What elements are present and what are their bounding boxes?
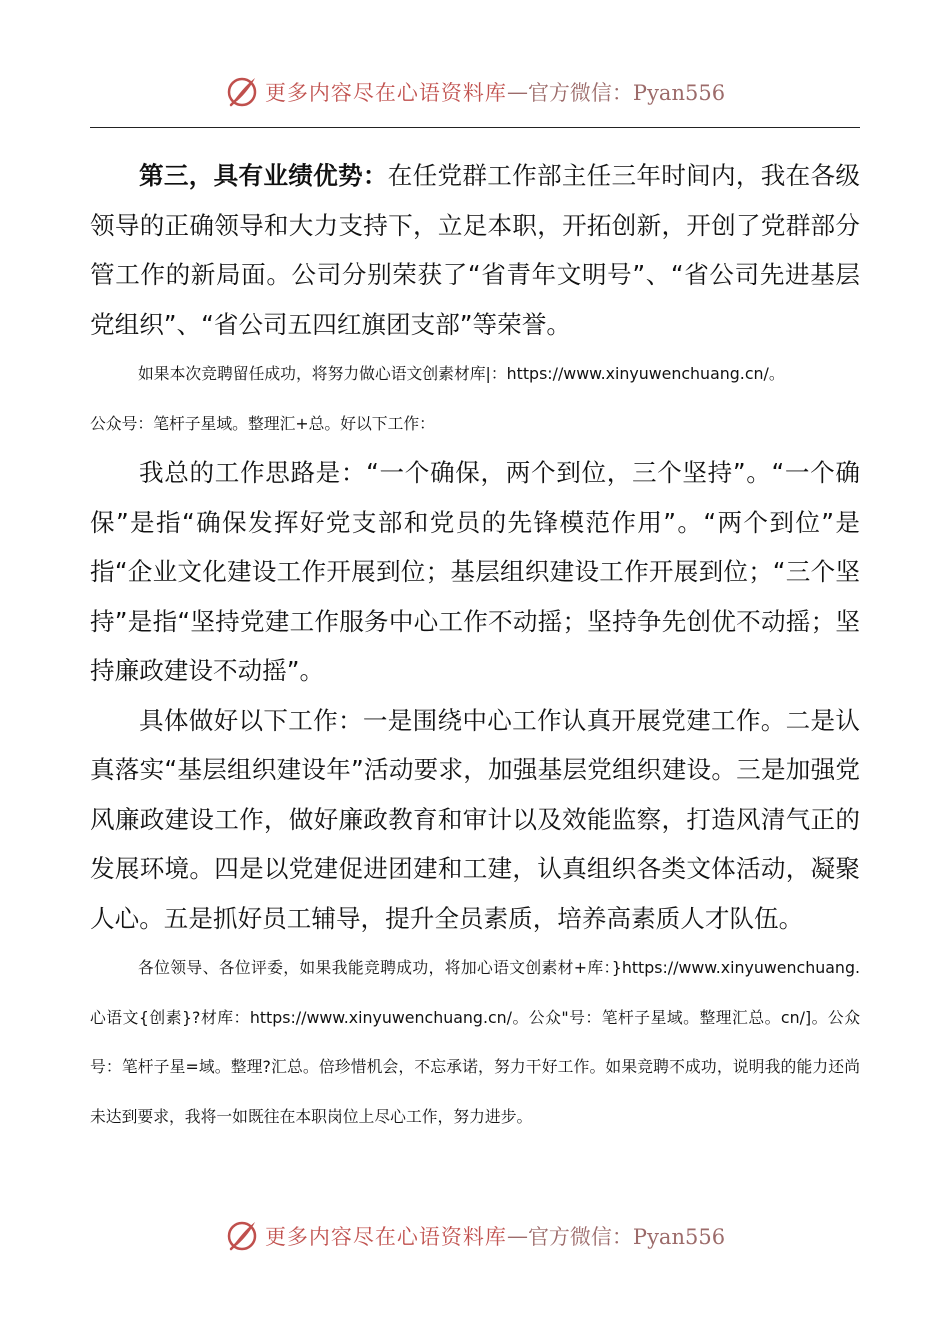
banner-title: 更多内容尽在心语资料库 bbox=[264, 81, 507, 105]
banner-dash: — bbox=[506, 80, 528, 104]
header-divider bbox=[90, 127, 860, 128]
footer-banner bbox=[0, 1216, 950, 1256]
document-body bbox=[90, 151, 860, 1141]
paragraph-closing: 各位领导、各位评委，如果我能竞聘成功，将加心语文创素材+库：}https://www.xinyuwenchuang.心语文{创素}?材库：https://www.xinyuwenchuang.cn/。公众"号：笔杆子星域。整理汇总。cn/]。公众号：笔杆子星=域。整理?汇总。倍珍惜机会，不忘承诺，努力干好工作。如果竞聘不成功，说明我的能力还尚未达到要求，我将一如既往在本职岗位上尽心工作，努力进步。 bbox=[90, 958, 860, 1126]
footer-banner-wechat: 官方微信：Pyan556 bbox=[527, 1225, 726, 1249]
paragraph-text: 在任党群工作部主任三年时间内，我在各级领导的正确领导和大力支持下，立足本职，开拓创新，开创了党群部分管工作的新局面。公司分别荣获了“省青年文明号”、“省公司先进基层党组织”、“省公司五四红旗团支部”等荣誉。 bbox=[90, 161, 860, 339]
footer-banner-title: 更多内容尽在心语资料库 bbox=[264, 1225, 507, 1249]
paragraph-specific-work: 具体做好以下工作：一是围绕中心工作认真开展党建工作。二是认真落实“基层组织建设年”活动要求，加强基层党组织建设。三是加强党风廉政建设工作，做好廉政教育和审计以及效能监察，打造风清气正的发展环境。四是以党建促进团建和工建，认真组织各类文体活动，凝聚人心。五是抓好员工辅导，提升全员素质，培养高素质人才队伍。 bbox=[90, 705, 860, 933]
footer-banner-dash: — bbox=[506, 1224, 528, 1248]
paragraph-lead: 第三，具有业绩优势： bbox=[139, 161, 388, 190]
quill-pen-icon bbox=[225, 74, 261, 110]
quill-pen-icon bbox=[225, 1218, 261, 1254]
header-banner bbox=[0, 72, 950, 112]
paragraph-work-plan: 我总的工作思路是：“一个确保，两个到位，三个坚持”。“一个确保”是指“确保发挥好党支部和党员的先锋模范作用”。“两个到位”是指“企业文化建设工作开展到位；基层组织建设工作开展到位；“三个坚持”是指“坚持党建工作服务中心工作不动摇；坚持争先创优不动摇；坚持廉政建设不动摇”。 bbox=[90, 458, 860, 685]
paragraph-small-1: 如果本次竞聘留任成功，将努力做心语文创素材库|：https://www.xinyuwenchuang.cn/。 bbox=[138, 364, 785, 383]
banner-wechat: 官方微信：Pyan556 bbox=[527, 81, 726, 105]
paragraph-performance bbox=[90, 151, 860, 349]
paragraph-small-2: 公众号：笔杆子星域。整理汇+总。好以下工作： bbox=[90, 413, 435, 433]
